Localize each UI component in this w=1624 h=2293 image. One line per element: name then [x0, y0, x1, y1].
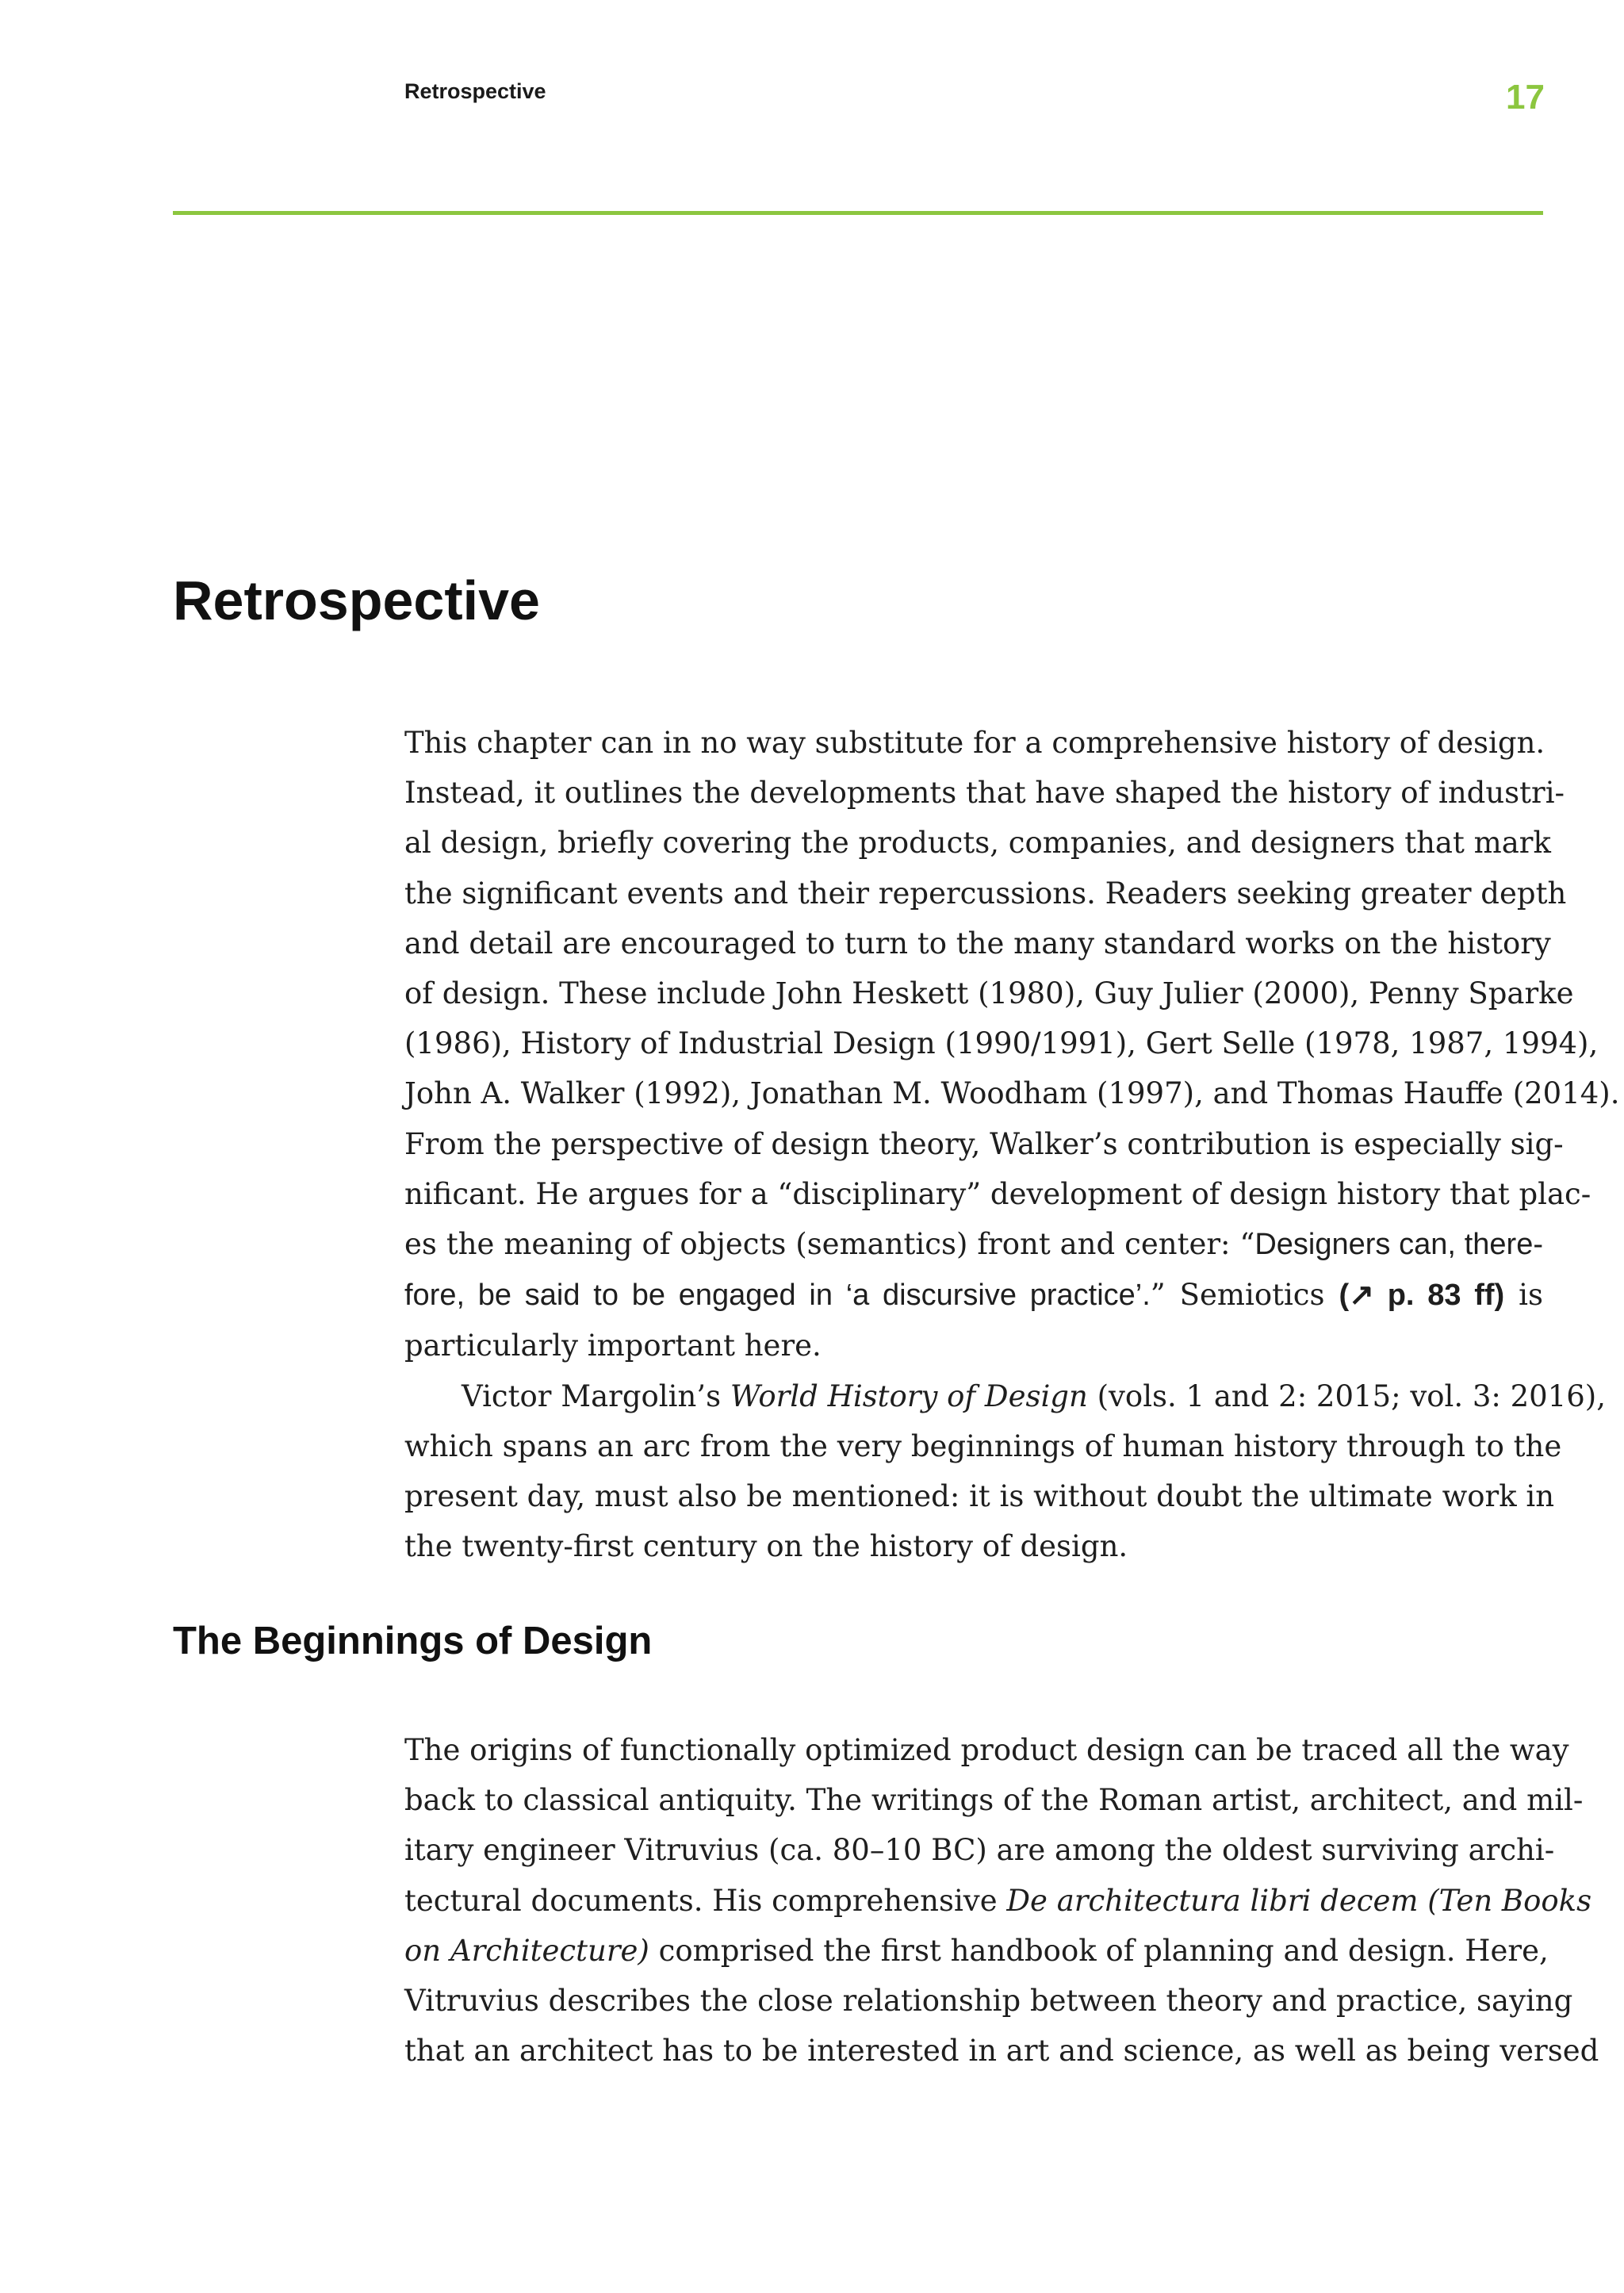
text-line: and detail are encouraged to turn to the many standard works on the history — [404, 926, 1551, 961]
text-line: Vitruvius describes the close relationship between theory and practice, saying — [404, 1984, 1573, 2019]
text-line — [404, 1219, 1543, 1270]
text-line: particularly important here. — [404, 1329, 822, 1363]
book-title: World History of Design — [730, 1378, 1088, 1413]
quotation-text: fore, be said to be engaged in ‘a discursive practice’. — [404, 1279, 1151, 1313]
text-line: which spans an arc from the very beginnings of human history through to the — [404, 1428, 1562, 1463]
page-number: 17 — [1506, 78, 1545, 117]
section-title: The Beginnings of Design — [173, 1620, 653, 1662]
text-line: (1986), History of Industrial Design (1990/1991), Gert Selle (1978, 1987, 1994), — [404, 1026, 1599, 1061]
text-segment: Victor Margolin’s — [462, 1378, 730, 1413]
intro-text — [404, 718, 1620, 1571]
text-segment: ” Semiotics — [1150, 1278, 1339, 1313]
text-line: the twenty-first century on the history of design. — [404, 1529, 1128, 1564]
text-line: that an architect has to be interested in art and science, as well as being versed — [404, 2034, 1599, 2069]
book-title: De architectura libri decem (Ten Books — [1006, 1883, 1592, 1918]
text-line: the significant events and their repercussions. Readers seeking greater depth — [404, 876, 1567, 911]
text-line: of design. These include John Heskett (1980), Guy Julier (2000), Penny Sparke — [404, 976, 1574, 1011]
text-line: From the perspective of design theory, Walker’s contribution is especially sig- — [404, 1126, 1564, 1161]
text-line: The origins of functionally optimized product design can be traced all the way — [404, 1733, 1569, 1767]
text-segment: es the meaning of objects (semantics) front and center: “ — [404, 1227, 1255, 1262]
text-line — [404, 1270, 1543, 1321]
text-line: itary engineer Vitruvius (ca. 80–10 BC) are among the oldest surviving archi- — [404, 1833, 1555, 1868]
text-line: present day, must also be mentioned: it is without doubt the ultimate work in — [404, 1479, 1555, 1514]
origins-text — [404, 1725, 1599, 2076]
text-line: back to classical antiquity. The writings of the Roman artist, architect, and mil- — [404, 1783, 1584, 1818]
quotation-text: Designers can, there- — [1254, 1228, 1543, 1262]
text-line — [404, 1371, 1606, 1421]
text-segment: tectural documents. His comprehensive — [404, 1883, 1007, 1918]
text-segment: comprised the first handbook of planning and design. Here, — [649, 1933, 1549, 1968]
text-segment: (vols. 1 and 2: 2015; vol. 3: 2016), — [1087, 1378, 1606, 1413]
text-line: This chapter can in no way substitute for a comprehensive history of design. — [404, 726, 1545, 760]
running-head: Retrospective — [404, 79, 546, 103]
cross-reference-link[interactable]: (↗ p. 83 ff) — [1339, 1279, 1505, 1313]
text-line: Instead, it outlines the developments that have shaped the history of industri- — [404, 776, 1565, 811]
text-line — [404, 1876, 1592, 1926]
chapter-title: Retrospective — [173, 569, 540, 631]
text-line: John A. Walker (1992), Jonathan M. Woodham (1997), and Thomas Hauffe (2014). — [404, 1076, 1620, 1111]
text-segment: is — [1504, 1278, 1543, 1313]
text-line: nificant. He argues for a “disciplinary” development of design history that plac- — [404, 1176, 1591, 1211]
header-rule — [173, 211, 1543, 215]
text-line — [404, 1926, 1549, 1976]
text-line: al design, briefly covering the products, companies, and designers that mark — [404, 826, 1551, 861]
book-title: on Architecture) — [404, 1933, 649, 1968]
